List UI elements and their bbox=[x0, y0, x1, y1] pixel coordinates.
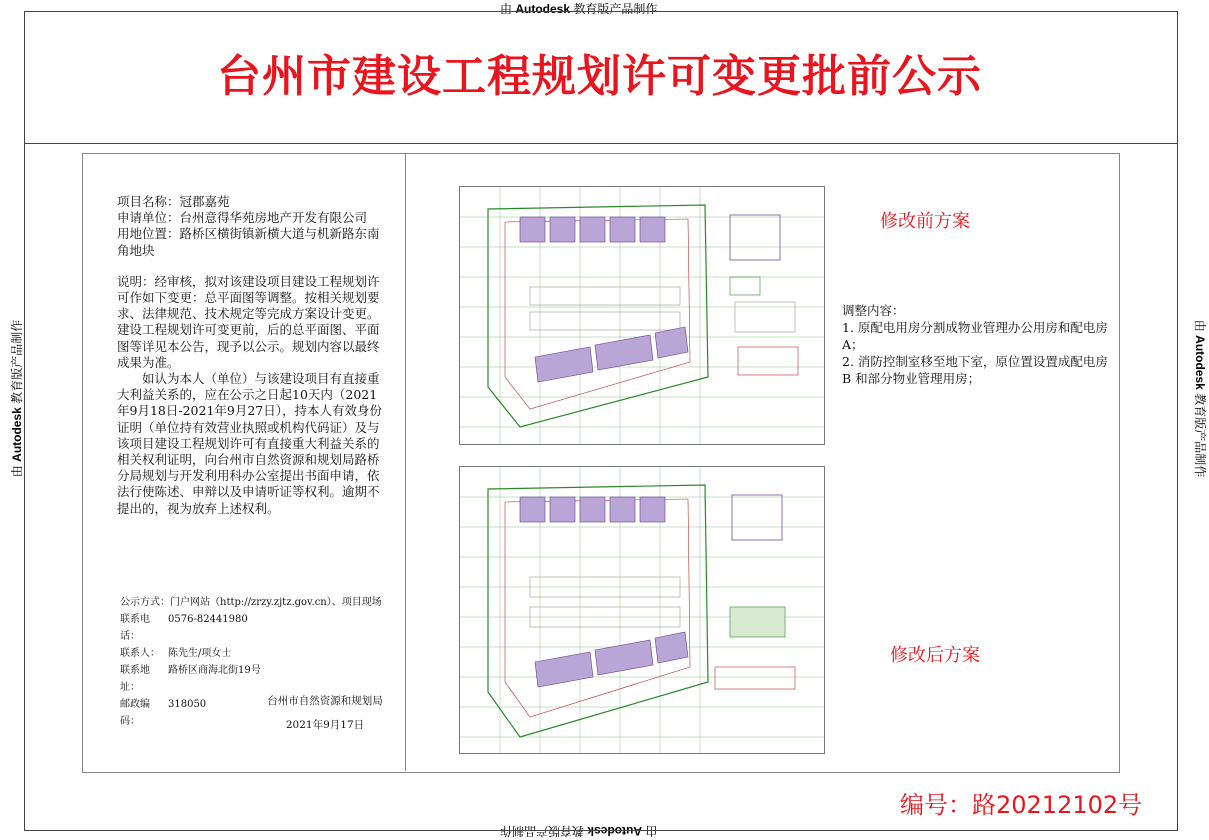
adjustment-item-1: 1. 原配电用房分割成物业管理办公用房和配电房A； bbox=[842, 320, 1108, 352]
contact-info: 公示方式：门户网站（http://zrzy.zjtz.gov.cn）、项目现场 联系电话： 0576-82441980 联系人： 陈先生/项女士 联系地址： 路桥区商海北街19号 邮政编码： 318050 bbox=[120, 594, 390, 730]
issuer: 台州市自然资源和规划局 bbox=[267, 695, 383, 707]
page-title: 台州市建设工程规划许可变更批前公示 bbox=[217, 51, 982, 102]
contact-phone: 0576-82441980 bbox=[168, 614, 248, 625]
site-plan-after bbox=[459, 466, 825, 754]
site-plan-before-drawing bbox=[460, 187, 824, 444]
watermark-bottom: 由 Autodesk 教育版产品制作 bbox=[500, 824, 658, 838]
label-after: 修改后方案 bbox=[890, 645, 980, 666]
column-divider bbox=[405, 153, 406, 771]
issue-date: 2021年9月17日 bbox=[285, 719, 365, 731]
contact-person: 陈先生/项女士 bbox=[168, 648, 232, 659]
watermark-right: 由 Autodesk 教育版产品制作 bbox=[1193, 319, 1208, 478]
adjustment-content bbox=[842, 302, 1112, 387]
contact-address: 路桥区商海北街19号 bbox=[168, 665, 261, 676]
adjustment-heading: 调整内容： bbox=[842, 303, 905, 318]
title-separator bbox=[24, 143, 1177, 144]
objection-notice: 如认为本人（单位）与该建设项目有直接重大利益关系的，应在公示之日起10天内（2021年9月18日-2021年9月27日），持本人有效身份证明（单位持有效营业执照或机构代码证）及与该项目建设工程规划许可有直接重大利益关系的相关权利证明，向台州市自然资源和规划局路桥分局规划与开发利用科办公室提出书面申请，依法行使陈述、申辩以及申请听证等权利。逾期不提出的，视为放弃上述权利。 bbox=[117, 371, 383, 516]
watermark-top: 由 Autodesk 教育版产品制作 bbox=[500, 2, 658, 16]
publish-method: 公示方式：门户网站（http://zrzy.zjtz.gov.cn）、项目现场 bbox=[120, 597, 382, 608]
project-applicant: 申请单位：台州意得华苑房地产开发有限公司 bbox=[117, 210, 368, 226]
contact-postcode: 318050 bbox=[168, 699, 207, 710]
serial-number: 编号：路20212102号 bbox=[900, 791, 1143, 819]
project-name: 项目名称：冠郡嘉苑 bbox=[117, 194, 230, 209]
description: 说明：经审核，拟对该建设项目建设工程规划许可作如下变更：总平面图等调整。按相关规划要求、法律规范、技术规定等完成方案设计变更。建设工程规划许可变更前，后的总平面图、平面图等详见本公告，现予以公示。规划内容以最终成果为准。 bbox=[117, 273, 380, 370]
watermark-left: 由 Autodesk 教育版产品制作 bbox=[10, 319, 25, 478]
site-plan-before bbox=[459, 186, 825, 445]
project-location: 用地位置：路桥区横街镇新横大道与机新路东南角地块 bbox=[117, 226, 380, 258]
label-before: 修改前方案 bbox=[880, 211, 970, 232]
site-plan-after-drawing bbox=[460, 467, 824, 753]
notice-text bbox=[117, 194, 385, 517]
adjustment-item-2: 2. 消防控制室移至地下室，原位置设置成配电房B 和部分物业管理用房； bbox=[842, 354, 1108, 386]
